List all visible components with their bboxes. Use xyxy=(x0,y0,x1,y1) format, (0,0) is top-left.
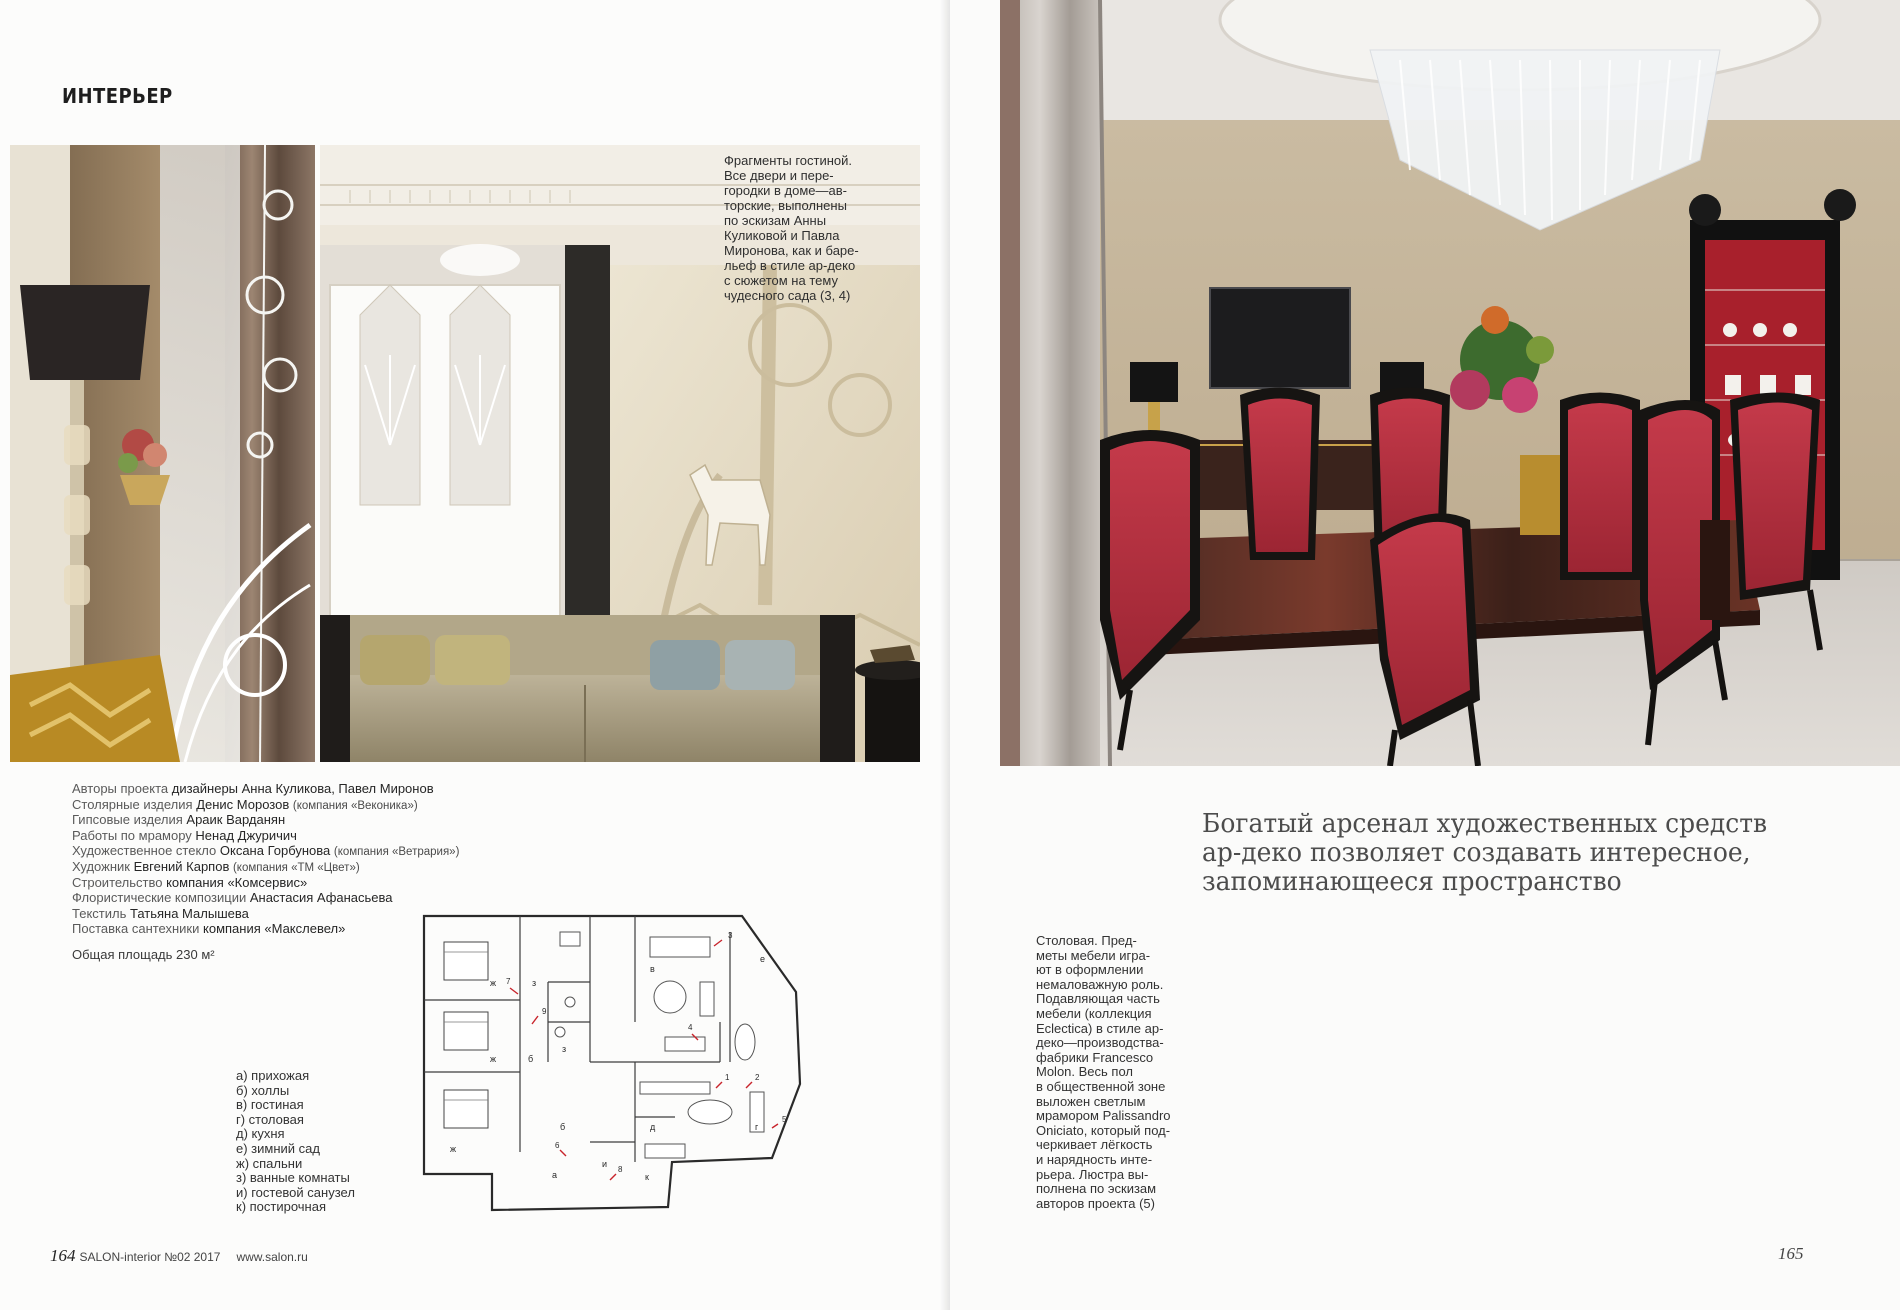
legend-item: к) постирочная xyxy=(236,1199,327,1215)
photo-dining-room xyxy=(1000,0,1900,766)
caption-line: деко—производства- xyxy=(1036,1035,1164,1051)
credit-label: Художественное стекло xyxy=(72,843,220,859)
caption-line: немаловажную роль. xyxy=(1036,976,1164,992)
apartment-floor-plan xyxy=(420,912,876,1217)
credit-note: (компания «ТМ «Цвет») xyxy=(232,861,360,874)
legend-item: б) холлы xyxy=(236,1082,290,1098)
credit-row xyxy=(72,782,502,798)
credit-row xyxy=(72,860,502,876)
quote-line: Богатый арсенал художественных средств xyxy=(1202,809,1768,839)
caption-line: Molon. Весь пол xyxy=(1036,1064,1133,1080)
caption-line: торские, выполнены xyxy=(724,198,847,213)
caption-line: фабрики Francesco xyxy=(1036,1049,1154,1065)
legend-item: г) столовая xyxy=(236,1111,304,1127)
caption-line: и нарядность инте- xyxy=(1036,1151,1153,1167)
credit-value: Араик Варданян xyxy=(186,812,286,828)
caption-line: мебели (коллекция xyxy=(1036,1005,1152,1021)
room-label: з xyxy=(562,1044,567,1054)
quote-line: запоминающееся пространство xyxy=(1202,867,1622,897)
caption-living-room xyxy=(724,153,894,303)
credit-value: дизайнеры Анна Куликова, Павел Миронов xyxy=(171,781,434,796)
caption-line: рьера. Люстра вы- xyxy=(1036,1166,1149,1182)
section-title: ИНТЕРЬЕР xyxy=(62,84,173,108)
legend-item: ж) спальни xyxy=(236,1155,303,1171)
credit-label: Гипсовые изделия xyxy=(72,812,187,828)
credit-value: Оксана Горбунова xyxy=(219,843,334,859)
caption-line: Фрагменты гостиной. xyxy=(724,153,853,168)
view-marker: 2 xyxy=(755,1073,760,1082)
room-label: е xyxy=(760,954,766,964)
credit-row xyxy=(72,891,502,907)
credit-row xyxy=(72,813,502,829)
room-label: и xyxy=(602,1159,608,1169)
credit-value: Анастасия Афанасьева xyxy=(249,890,393,906)
caption-line: в общественной зоне xyxy=(1036,1078,1166,1094)
page-number-right: 165 xyxy=(1778,1244,1804,1263)
caption-line: мрамором Palissandro xyxy=(1036,1108,1171,1124)
credit-label: Художник xyxy=(72,858,134,874)
room-label: б xyxy=(560,1122,566,1132)
legend-item: и) гостевой санузел xyxy=(236,1184,355,1200)
photo-lamp-and-glass-partition xyxy=(10,145,315,762)
room-label: д xyxy=(650,1122,656,1132)
view-marker: 4 xyxy=(688,1023,693,1032)
legend-item: з) ванные комнаты xyxy=(236,1170,350,1186)
room-label: ж xyxy=(490,1054,497,1064)
pull-quote xyxy=(1202,810,1802,897)
caption-line: полнена по эскизам xyxy=(1036,1181,1157,1197)
caption-line: с сюжетом на тему xyxy=(724,273,838,288)
credit-label: Поставка сантехники xyxy=(72,921,203,937)
legend-item: е) зимний сад xyxy=(236,1140,320,1156)
caption-line: черкивает лёгкость xyxy=(1036,1137,1153,1153)
legend-item: а) прихожая xyxy=(236,1068,310,1083)
quote-line: ар-деко позволяет создавать интересное, xyxy=(1202,838,1751,868)
room-label: в xyxy=(650,964,655,974)
credit-note: (компания «Ветрария») xyxy=(333,846,460,859)
credit-row xyxy=(72,829,502,845)
caption-line: Подавляющая часть xyxy=(1036,991,1160,1007)
credit-label: Авторы проекта xyxy=(72,781,172,796)
room-label: з xyxy=(532,978,537,988)
caption-line: выложен светлым xyxy=(1036,1093,1146,1109)
view-marker: 6 xyxy=(555,1141,560,1150)
view-marker: 3 xyxy=(728,931,733,940)
caption-line: Oniciato, который под- xyxy=(1036,1122,1171,1138)
credit-value: Ненад Джуричич xyxy=(195,827,297,843)
legend-item: в) гостиная xyxy=(236,1097,304,1113)
view-marker: 1 xyxy=(725,1073,730,1082)
credit-value: Евгений Карпов xyxy=(133,858,233,874)
caption-line: Миронова, как и баре- xyxy=(724,243,859,258)
room-label: ж xyxy=(490,978,497,988)
credit-row xyxy=(72,798,502,814)
credit-row xyxy=(72,876,502,892)
caption-line: меты мебели игра- xyxy=(1036,947,1151,963)
caption-line: Eclectica) в стиле ар- xyxy=(1036,1020,1164,1036)
caption-line: Все двери и пере- xyxy=(724,168,834,183)
room-label: а xyxy=(552,1170,558,1180)
view-marker: 5 xyxy=(782,1115,787,1124)
credit-row xyxy=(72,844,502,860)
view-marker: 9 xyxy=(542,1007,547,1016)
caption-line: по эскизам Анны xyxy=(724,213,827,228)
credit-label: Столярные изделия xyxy=(72,796,197,812)
caption-line: ют в оформлении xyxy=(1036,962,1144,978)
caption-line: льеф в стиле ар-деко xyxy=(724,258,856,273)
view-marker: 7 xyxy=(506,977,511,986)
website-link[interactable]: www.salon.ru xyxy=(236,1250,308,1264)
room-label: ж xyxy=(450,1144,457,1154)
caption-line: авторов проекта (5) xyxy=(1036,1195,1155,1211)
credit-note: (компания «Веконика») xyxy=(292,799,418,812)
room-label: к xyxy=(645,1172,649,1182)
room-label: г xyxy=(755,1122,759,1132)
room-label: б xyxy=(528,1054,534,1064)
credit-label: Текстиль xyxy=(72,905,130,921)
view-marker: 8 xyxy=(618,1165,623,1174)
credit-label: Работы по мрамору xyxy=(72,827,196,843)
caption-line: городки в доме—ав- xyxy=(724,183,847,198)
legend-item: д) кухня xyxy=(236,1126,285,1142)
credit-value: Денис Морозов xyxy=(196,796,293,812)
caption-line: Столовая. Пред- xyxy=(1036,933,1137,948)
page-number-left: 164 xyxy=(50,1246,76,1265)
floor-plan-legend xyxy=(236,1069,355,1215)
credit-value: Татьяна Малышева xyxy=(129,905,249,921)
credit-value: компания «Макслевел» xyxy=(203,921,346,937)
credit-value: компания «Комсервис» xyxy=(166,874,308,890)
credit-label: Строительство xyxy=(72,874,167,890)
footer-left xyxy=(50,1246,308,1266)
magazine-issue: SALON-interior №02 2017 xyxy=(79,1250,221,1264)
caption-line: чудесного сада (3, 4) xyxy=(724,288,851,303)
caption-dining-room xyxy=(1036,933,1171,1211)
caption-line: Куликовой и Павла xyxy=(724,228,840,243)
credit-label: Флористические композиции xyxy=(72,890,250,906)
total-area: Общая площадь 230 м² xyxy=(72,947,215,962)
